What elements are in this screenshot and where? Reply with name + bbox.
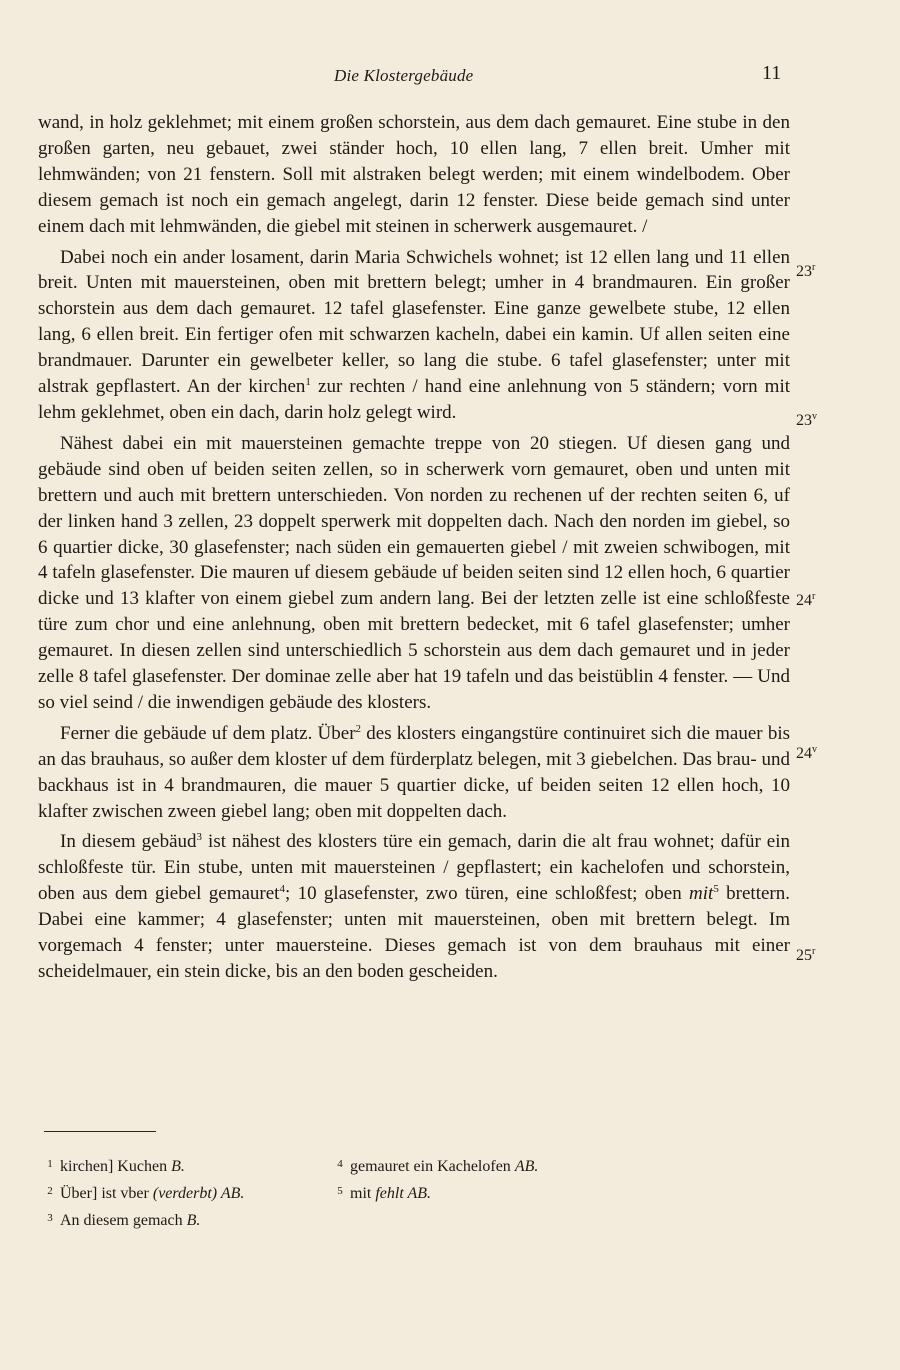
footnote-4 [330, 1152, 630, 1179]
folio-number: 23 [796, 412, 812, 429]
footnote-note: (verderbt) [152, 1185, 218, 1202]
footnote-2 [40, 1179, 330, 1206]
paragraph-5-part-c: ; 10 glasefenster, zwo türen, eine schloßfest; oben [284, 883, 690, 905]
margin-folio-notes [796, 0, 896, 1370]
footnote-text: An diesem gemach [60, 1212, 187, 1229]
footnote-ref-1: 1 [305, 376, 311, 389]
paragraph-5-italic-mit: mit [689, 883, 714, 905]
folio-side: r [812, 946, 816, 957]
folio-side: v [812, 744, 817, 755]
footnote-siglum: AB. [403, 1185, 432, 1202]
folio-note [796, 745, 817, 763]
footnote-text: Über] ist vber [60, 1185, 153, 1202]
paragraph-5-part-b: ist nähest des klosters türe ein gemach, darin die alt frau wohnet; dafür ein schloßfeste tür. Ein stube, unten mit mauersteinen / gepflastert; ein kachelofen und schorstein, oben aus dem giebel gemauret [38, 831, 790, 905]
folio-number: 23 [796, 263, 812, 280]
paragraph-5-part-a: In diesem gebäud [60, 831, 197, 853]
footnote-siglum: AB. [514, 1158, 539, 1175]
folio-side: r [812, 262, 816, 273]
paragraph-1: wand, in holz geklehmet; mit einem großen schorstein, aus dem dach gemauret. Eine stube in den großen garten, neu gebauet, zwei ständer hoch, 10 ellen lang, 7 ellen breit. Umher mit lehmwänden; von 21 fenstern. Soll mit alstraken belegt werden; mit einem windelbodem. Ober diesem gemach ist noch ein gemach angelegt, darin 12 fenster. Diese beide gemach sind unter einem dach mit lehmwänden, die giebel mit steinen in scherwerk ausgemauret. / [38, 112, 790, 237]
footnotes-left-column [40, 1152, 330, 1233]
footnotes-right-column [330, 1152, 630, 1206]
paragraph-4 [38, 721, 790, 825]
footnote-number: 5 [337, 1185, 343, 1197]
folio-number: 25 [796, 947, 812, 964]
footnote-text: kirchen] Kuchen [60, 1158, 172, 1175]
footnote-ref-2: 2 [355, 722, 362, 735]
footnote-text: gemauret ein Kachelofen [350, 1158, 515, 1175]
footnote-number: 1 [47, 1158, 53, 1170]
footnote-number: 2 [47, 1185, 53, 1197]
folio-side: v [812, 411, 817, 422]
folio-number: 24 [796, 592, 812, 609]
footnote-1 [40, 1152, 330, 1179]
footnote-siglum: B. [186, 1212, 201, 1229]
folio-note [796, 947, 815, 965]
footnote-siglum: B. [171, 1158, 185, 1175]
footnote-number: 3 [47, 1212, 53, 1224]
footnote-note: fehlt [375, 1185, 404, 1202]
folio-note [796, 263, 815, 281]
paragraph-4-part-a: Ferner die gebäude uf dem platz. Über [60, 722, 356, 744]
paragraph-5 [38, 829, 790, 984]
page-number: 11 [762, 62, 782, 84]
paragraph-2 [38, 245, 790, 426]
folio-note [796, 412, 817, 430]
footnote-5 [330, 1179, 630, 1206]
paragraph-4-part-b: des klosters eingangstüre continuiret sich die mauer bis an das brauhaus, so außer dem kloster uf dem fürderplatz belegen, mit 3 giebelchen. Das brau- und backhaus ist in 4 brandmauren, die mauer 5 quartier dicke, uf beiden seiten 12 ellen hoch, 10 klafter zwischen zween giebel lang; oben mit doppelten dach. [38, 722, 790, 822]
running-title: Die Klostergebäude [334, 66, 474, 85]
footnote-ref-5: 5 [713, 883, 719, 896]
paragraph-5-part-d: brettern. Dabei eine kammer; 4 glasefenster; unten mit mauersteinen, oben mit brettern belegt. Im vorgemach 4 fenster; unter mauersteine. Dieses gemach ist von dem brauhaus mit einer scheidelmauer, ein stein dicke, bis an den boden gescheiden. [38, 883, 790, 982]
footnote-divider [44, 1131, 156, 1132]
page-header [0, 62, 900, 90]
footnote-ref-4: 4 [279, 883, 285, 896]
paragraph-2-part-a: Dabei noch ein ander losament, darin Maria Schwichels wohnet; ist 12 ellen lang und 11 ellen breit. Unten mit mauersteinen, oben mit brettern belegt; umher in 4 brandmauren. Ein großer schorstein aus dem dach gemauret. 12 tafel glasefenster. Eine ganze gewelbete stube, 12 ellen lang, 6 ellen breit. Ein fertiger ofen mit schwarzen kacheln, dabei ein kamin. Uf allen seiten eine brandmauer. Darunter ein gewelbeter keller, so lang die stube. 6 tafel glasefenster; unter mit alstrak gepflastert. An der kirchen [38, 246, 790, 398]
folio-side: r [812, 591, 816, 602]
folio-number: 24 [796, 745, 812, 762]
paragraph-2-part-b: zur rechten / hand eine anlehnung von 5 ständern; vorn mit lehm geklehmet, oben ein dach, darin holz gelegt wird. [38, 376, 791, 423]
footnote-siglum: AB. [217, 1185, 245, 1202]
footnote-number: 4 [337, 1158, 343, 1170]
footnote-text: mit [350, 1185, 376, 1202]
footnote-ref-3: 3 [196, 831, 203, 844]
footnote-3 [40, 1206, 330, 1233]
paragraph-3: Nähest dabei ein mit mauersteinen gemachte treppe von 20 stiegen. Uf diesen gang und gebäude sind oben uf beiden seiten zellen, so in scherwerk vorn gemauret, oben und unten mit brettern und auch mit brettern unterschieden. Von norden zu rechenen uf der rechten seiten 6, uf der linken hand 3 zellen, 23 doppelt sperwerk mit doppelten dach. Nach den norden im giebel, so 6 quartier dicke, 30 glasefenster; nach süden ein gemauerten giebel / mit zweien schwibogen, mit 4 tafeln glasefenster. Die mauren uf diesem gebäude uf beiden seiten sind 12 ellen hoch, 6 quartier dicke und 13 klafter von einem giebel zum andern lang. Bei der letzten zelle ist eine schloßfeste türe zum chor und eine anlehnung, oben mit brettern bedecket, mit 6 tafel glasefenster; umher gemauret. In diesen zellen sind unterschiedlich 5 schorstein aus dem dach gemauret und in jeder zelle 8 tafel glasefenster. Der dominae zelle aber hat 19 tafeln und das beistüblin 4 fenster. — Und so viel seind / die inwendigen gebäude des klosters. [38, 432, 790, 713]
folio-note [796, 592, 815, 610]
main-text [38, 110, 790, 990]
